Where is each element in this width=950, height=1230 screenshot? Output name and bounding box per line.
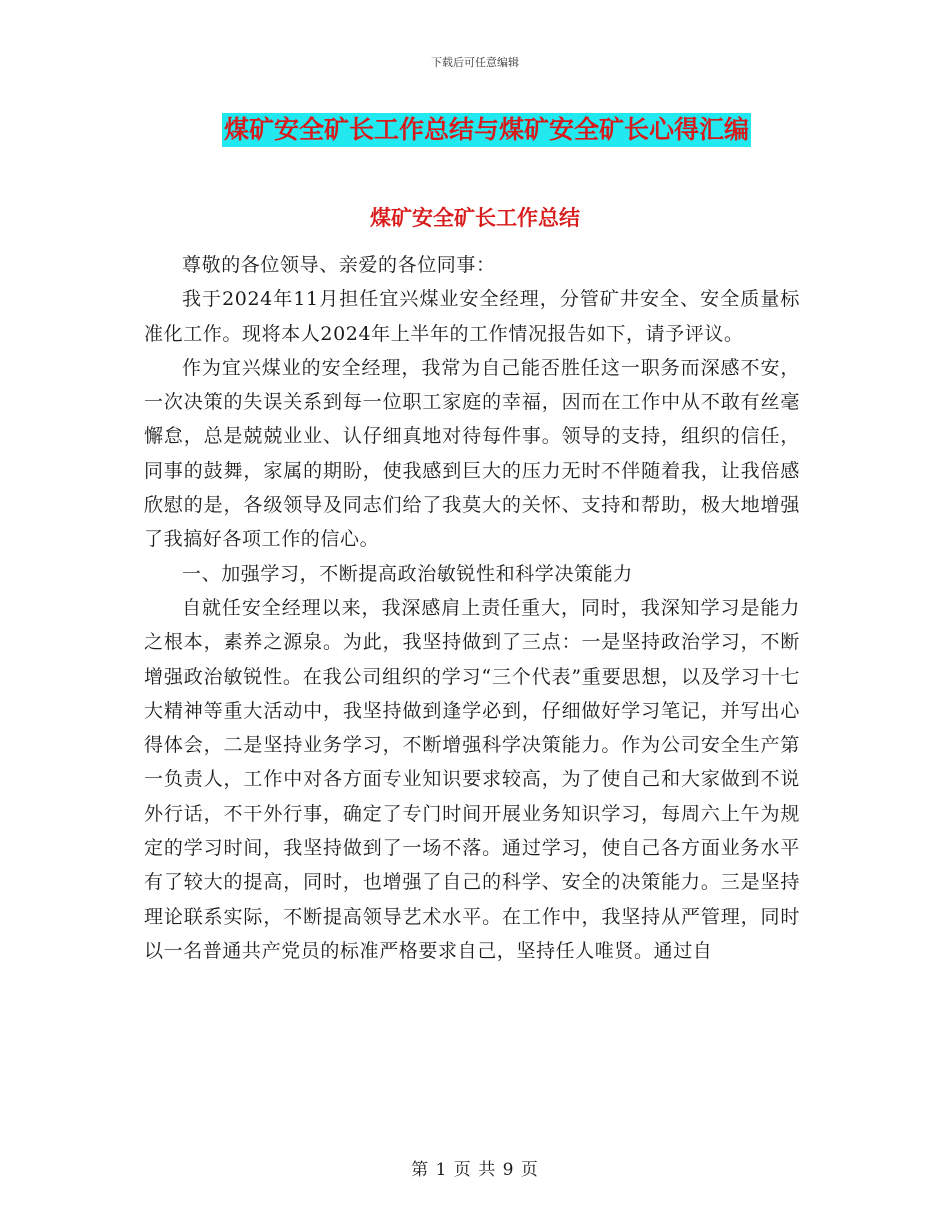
- intro-paragraph: 我于2024年11月担任宜兴煤业安全经理，分管矿井安全、安全质量标准化工作。现将本人2024年上半年的工作情况报告如下，请予评议。: [144, 288, 800, 345]
- body-paragraph: 作为宜兴煤业的安全经理，我常为自己能否胜任这一职务而深感不安，一次决策的失误关系到每一位职工家庭的幸福，因而在工作中从不敢有丝毫懈怠，总是兢兢业业、认仔细真地对待每件事。领导的支持，组织的信任，同事的鼓舞，家属的期盼，使我感到巨大的压力无时不伴随着我，让我倍感欣慰的是，各级领导及同志们给了我莫大的关怀、支持和帮助，极大地增强了我搞好各项工作的信心。: [144, 356, 800, 551]
- document-title-container: [222, 113, 751, 147]
- header-note: 下载后可任意编辑: [431, 56, 519, 69]
- page-footer: 第 1 页 共 9 页: [411, 1160, 539, 1180]
- salutation-paragraph: 尊敬的各位领导、亲爱的各位同事：: [182, 254, 496, 276]
- document-title: 煤矿安全矿长工作总结与煤矿安全矿长心得汇编: [222, 113, 751, 147]
- section-title: 煤矿安全矿长工作总结: [370, 205, 580, 230]
- subheading-paragraph: 一、加强学习，不断提高政治敏锐性和科学决策能力: [182, 562, 633, 585]
- body-paragraph: 自就任安全经理以来，我深感肩上责任重大，同时，我深知学习是能力之根本，素养之源泉。为此，我坚持做到了三点：一是坚持政治学习，不断增强政治敏锐性。在我公司组织的学习“三个代表”重要思想，以及学习十七大精神等重大活动中，我坚持做到逢学必到，仔细做好学习笔记，并写出心得体会，二是坚持业务学习，不断增强科学决策能力。作为公司安全生产第一负责人，工作中对各方面专业知识要求较高，为了使自己和大家做到不说外行话，不干外行事，确定了专门时间开展业务知识学习，每周六上午为规定的学习时间，我坚持做到了一场不落。通过学习，使自己各方面业务水平有了较大的提高，同时，也增强了自己的科学、安全的决策能力。三是坚持理论联系实际，不断提高领导艺术水平。在工作中，我坚持从严管理，同时以一名普通共产党员的标准严格要求自己，坚持任人唯贤。通过自: [144, 596, 800, 962]
- document-body: [144, 248, 800, 968]
